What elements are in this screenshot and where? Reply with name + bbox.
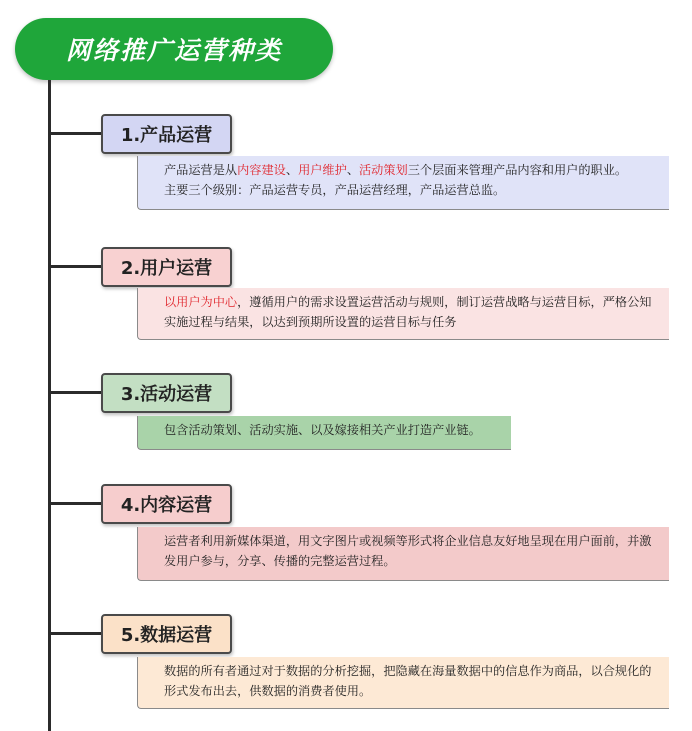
desc-text: 、 [346, 163, 359, 177]
desc-content-operation: 运营者利用新媒体渠道，用文字图片或视频等形式将企业信息友好地呈现在用户面前，并激发用户参与，分享、传播的完整运营过程。 [137, 527, 669, 581]
node-user-operation: 2.用户运营 [101, 247, 232, 287]
branch-connector-2 [48, 265, 102, 268]
desc-line: 主要三个级别：产品运营专员，产品运营经理，产品运营总监。 [164, 183, 506, 197]
diagram-title: 网络推广运营种类 [15, 18, 333, 80]
desc-data-operation: 数据的所有者通过对于数据的分析挖掘，把隐藏在海量数据中的信息作为商品，以合规化的形式发布出去，供数据的消费者使用。 [137, 657, 669, 709]
desc-text: 三个层面来管理产品内容和用户的职业。 [407, 163, 628, 177]
desc-product-operation [137, 156, 669, 210]
desc-text: ，遵循用户的需求设置运营活动与规则，制订运营战略与运营目标，严格公知实施过程与结果，以达到预期所设置的运营目标与任务 [164, 295, 652, 329]
node-content-operation: 4.内容运营 [101, 484, 232, 524]
highlight-content-building: 内容建设 [237, 163, 286, 177]
branch-connector-5 [48, 632, 102, 635]
branch-connector-1 [48, 132, 102, 135]
branch-connector-4 [48, 502, 102, 505]
highlight-event-planning: 活动策划 [359, 163, 408, 177]
desc-text: 产品运营是从 [164, 163, 238, 177]
desc-line [164, 160, 661, 180]
desc-user-operation [137, 288, 669, 340]
desc-activity-operation: 包含活动策划、活动实施、以及嫁接相关产业打造产业链。 [137, 416, 511, 450]
highlight-user-maintenance: 用户维护 [298, 163, 347, 177]
node-product-operation: 1.产品运营 [101, 114, 232, 154]
highlight-user-centric: 以用户为中心 [164, 295, 238, 309]
node-data-operation: 5.数据运营 [101, 614, 232, 654]
node-activity-operation: 3.活动运营 [101, 373, 232, 413]
desc-text: 、 [285, 163, 299, 177]
branch-connector-3 [48, 391, 102, 394]
